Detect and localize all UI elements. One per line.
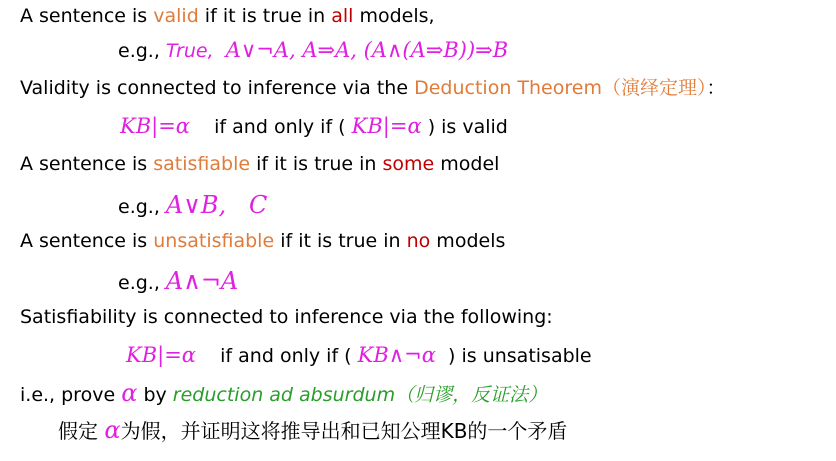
term-valid: valid — [153, 5, 199, 27]
satisfiable-definition: A sentence is satisfiable if it is true in some model — [20, 153, 500, 175]
deduction-theorem-cn: （演绎定理） — [601, 77, 707, 99]
satisfiable-examples: e.g., A∨B, C — [118, 191, 268, 219]
alpha-symbol: α — [121, 379, 138, 407]
valid-examples: e.g., True, A∨¬A, A⇒A, (A∧(A⇒B))⇒B — [118, 38, 509, 62]
chinese-explanation: 假定 α为假，并证明这将推导出和已知公理KB的一个矛盾 — [58, 416, 568, 444]
reduction-ad-absurdum-cn: （归谬，反证法） — [395, 384, 548, 406]
unsatisfiable-definition: A sentence is unsatisfiable if it is true in no models — [20, 230, 506, 252]
satisfiable-example-formulas: A∨B, C — [165, 191, 268, 219]
term-unsatisfiable: unsatisfiable — [153, 230, 275, 252]
valid-example-formulas: A∨¬A, A⇒A, (A∧(A⇒B))⇒B — [225, 38, 509, 62]
deduction-theorem-line: Validity is connected to inference via the Deduction Theorem（演绎定理）： — [20, 77, 726, 99]
term-satisfiable: satisfiable — [153, 153, 251, 175]
deduction-theorem: Deduction Theorem — [414, 77, 602, 99]
word-no: no — [406, 230, 431, 252]
reduction-ad-absurdum: reduction ad absurdum — [172, 384, 396, 406]
deduction-statement: KB|=α if and only if ( KB|=α ) is valid — [120, 114, 508, 138]
example-true: True, — [165, 40, 214, 62]
valid-definition: A sentence is valid if it is true in all models, — [20, 5, 435, 27]
refutation-formula: KB∧¬α — [357, 343, 436, 367]
unsatisfiable-example-formula: A∧¬A — [165, 267, 239, 295]
word-all: all — [331, 5, 354, 27]
alpha-symbol-2: α — [104, 416, 121, 444]
word-some: some — [382, 153, 435, 175]
proof-by-contradiction-line: i.e., prove α by reduction ad absurdum（归谬，反证法） — [20, 379, 548, 407]
entailment-formula: KB|=α — [120, 114, 190, 138]
entailment-formula-2: KB|=α — [351, 114, 422, 138]
entailment-formula-3: KB|=α — [126, 343, 196, 367]
unsatisfiable-example: e.g., A∧¬A — [118, 267, 239, 295]
refutation-statement: KB|=α if and only if ( KB∧¬α ) is unsatisable — [126, 343, 592, 367]
satisfiability-inference-line: Satisfiability is connected to inference via the following: — [20, 306, 553, 328]
